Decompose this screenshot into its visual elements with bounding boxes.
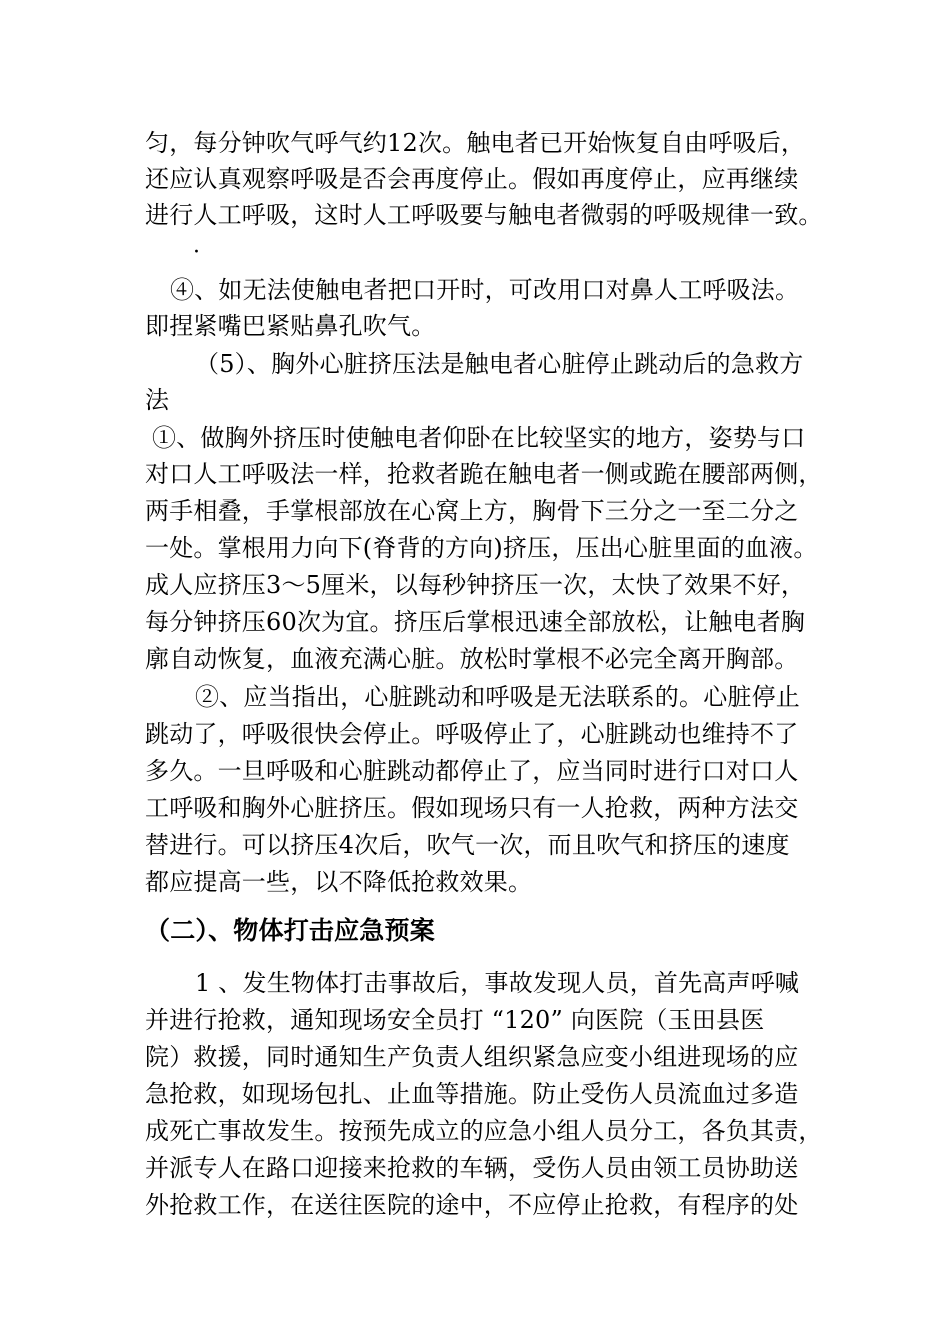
paragraph-line: 院）救援，同时通知生产负责人组织紧急应变小组进现场的应 (145, 1043, 799, 1071)
stray-dot: · (193, 240, 200, 265)
paragraph-line: 即捏紧嘴巴紧贴鼻孔吹气。 (145, 312, 436, 340)
paragraph-line: 1 、发生物体打击事故后，事故发现人员，首先高声呼喊 (195, 969, 800, 997)
paragraph-line: 成死亡事故发生。按预先成立的应急小组人员分工，各负其责， (145, 1117, 823, 1145)
paragraph-line: 并派专人在路口迎接来抢救的车辆，受伤人员由领工员协助送 (145, 1154, 799, 1182)
paragraph-line: 两手相叠，手掌根部放在心窝上方，胸骨下三分之一至二分之 (145, 497, 799, 525)
paragraph-line: ②、应当指出，心脏跳动和呼吸是无法联系的。心脏停止 (195, 683, 800, 711)
paragraph-line: ①、做胸外挤压时使触电者仰卧在比较坚实的地方，姿势与口 (152, 424, 806, 452)
paragraph-line: 廓自动恢复，血液充满心脏。放松时掌根不必完全离开胸部。 (145, 645, 799, 673)
paragraph-line: 每分钟挤压60次为宜。挤压后掌根迅速全部放松，让触电者胸 (145, 608, 806, 636)
paragraph-line: 进行人工呼吸，这时人工呼吸要与触电者微弱的呼吸规律一致。 (145, 201, 823, 229)
paragraph-line: 并进行抢救，通知现场安全员打 “120” 向医院（玉田县医 (145, 1006, 765, 1034)
paragraph-line: 对口人工呼吸法一样，抢救者跪在触电者一侧或跪在腰部两侧， (145, 460, 823, 488)
paragraph-line: 还应认真观察呼吸是否会再度停止。假如再度停止，应再继续 (145, 165, 799, 193)
paragraph-line: （5）、胸外心脏挤压法是触电者心脏停止跳动后的急救方 (195, 350, 804, 378)
paragraph-line: 跳动了，呼吸很快会停止。呼吸停止了，心脏跳动也维持不了 (145, 720, 799, 748)
section-heading: （二）、物体打击应急预案 (145, 916, 435, 945)
paragraph-line: 工呼吸和胸外心脏挤压。假如现场只有一人抢救，两种方法交 (145, 794, 799, 822)
paragraph-line: 匀，每分钟吹气呼气约12次。触电者已开始恢复自由呼吸后， (145, 129, 806, 157)
paragraph-line: 法 (145, 386, 170, 414)
paragraph-line: 多久。一旦呼吸和心脏跳动都停止了，应当同时进行口对口人 (145, 757, 799, 785)
paragraph-line: 外抢救工作，在送往医院的途中，不应停止抢救，有程序的处 (145, 1191, 799, 1219)
paragraph-line: 都应提高一些，以不降低抢救效果。 (145, 868, 533, 896)
paragraph-line: 急抢救，如现场包扎、止血等措施。防止受伤人员流血过多造 (145, 1080, 799, 1108)
paragraph-line: 一处。掌根用力向下(脊背的方向)挤压，压出心脏里面的血液。 (145, 534, 818, 562)
paragraph-line: 替进行。可以挤压4次后，吹气一次，而且吹气和挤压的速度 (145, 831, 790, 859)
paragraph-line: ④、如无法使触电者把口开时，可改用口对鼻人工呼吸法。 (170, 276, 800, 304)
paragraph-line: 成人应挤压3～5厘米，以每秒钟挤压一次，太快了效果不好， (145, 571, 806, 599)
